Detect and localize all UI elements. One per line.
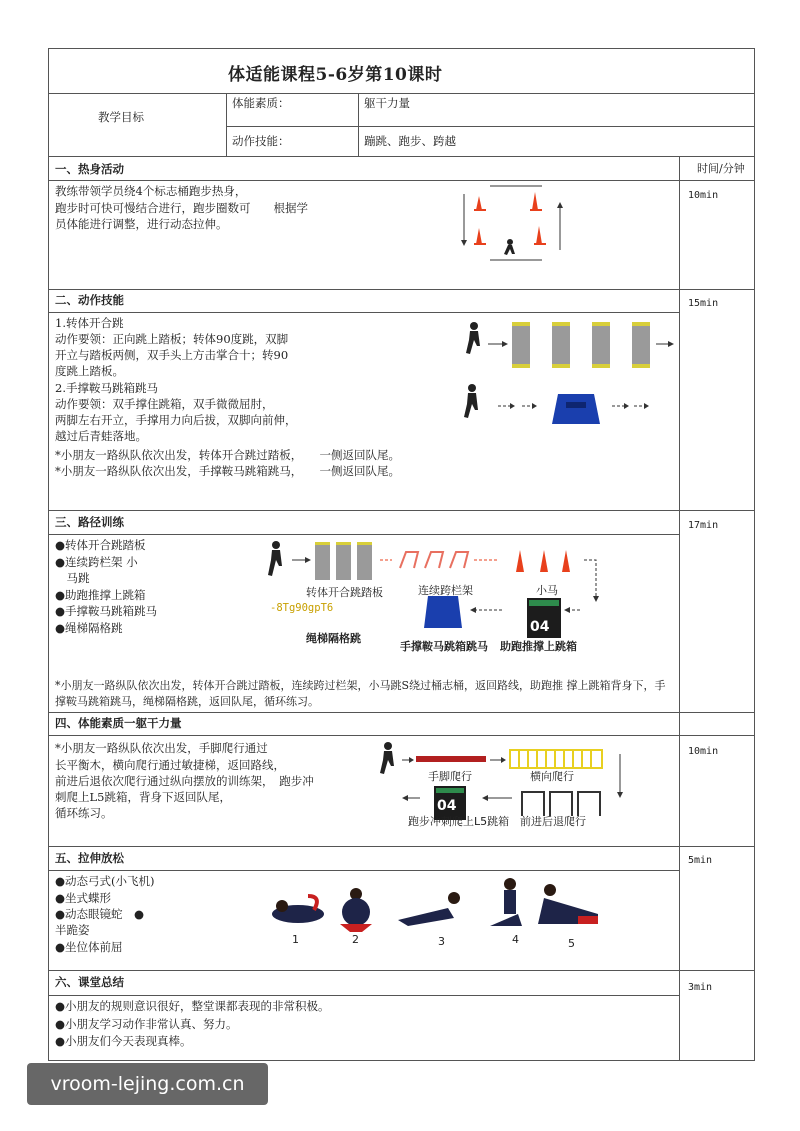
skills-line-3: 开立与踏板两侧，双手头上方击掌合十；转90 bbox=[55, 348, 289, 362]
stretch-bullet-3: ●动态眼镜蛇 ● bbox=[55, 907, 145, 921]
vaulting-box-icon bbox=[552, 394, 600, 424]
path-note-line-2: 撑鞍马跳箱跳马，绳梯隔格跳，返回队尾，循环练习。 bbox=[55, 695, 319, 708]
section-summary-heading: 六、课堂总结 bbox=[55, 975, 124, 989]
objective-value-fitness: 躯干力量 bbox=[364, 96, 410, 110]
skills-line-4: 度跳上踏板。 bbox=[55, 364, 124, 378]
skills-line-10: *小朋友一路纵队依次出发，手撑鞍马跳箱跳马， 一侧返回队尾。 bbox=[55, 464, 400, 478]
runner-icon bbox=[504, 239, 515, 255]
section-warmup-heading: 一、热身活动 bbox=[55, 162, 124, 176]
pose-number-1: 1 bbox=[292, 933, 299, 946]
hurdle-icon bbox=[400, 552, 468, 568]
skills-line-2: 动作要领：正向跳上踏板；转体90度跳，双脚 bbox=[55, 332, 289, 346]
balance-beam-icon bbox=[416, 756, 486, 762]
jump-pad-icon bbox=[632, 322, 650, 368]
skills-line-7: 两脚左右开立，手撑用力向后拔，双脚向前伸， bbox=[55, 413, 297, 427]
warmup-cone-diagram bbox=[460, 182, 570, 272]
page-title: 体适能课程5-6岁第10课时 bbox=[228, 65, 443, 85]
section-path-time: 17min bbox=[688, 520, 719, 531]
path-bullet-2: ●连续跨栏架 小 bbox=[55, 555, 138, 569]
jump-pad-icon bbox=[552, 322, 570, 368]
cone-icon bbox=[562, 550, 570, 572]
jump-pad-icon bbox=[592, 322, 610, 368]
section-skills-time: 15min bbox=[688, 298, 719, 309]
section-stretch-heading: 五、拉伸放松 bbox=[55, 851, 124, 865]
stretch-bullet-4: 半跪姿 bbox=[55, 923, 90, 937]
cone-icon bbox=[516, 550, 524, 572]
path-label-pads: 转体开合跳踏板 bbox=[306, 586, 383, 599]
path-label-vault: 手撑鞍马跳箱跳马 bbox=[400, 640, 488, 653]
path-label-pony: 小马 bbox=[536, 584, 558, 597]
path-bullet-3: 马跳 bbox=[55, 571, 90, 585]
cone-icon bbox=[534, 226, 546, 245]
summary-bullet-1: ●小朋友的规则意识很好，整堂课都表现的非常积极。 bbox=[55, 999, 330, 1013]
path-label-code: -8Tg90gpT6 bbox=[270, 602, 334, 614]
pose-number-4: 4 bbox=[512, 933, 519, 946]
stretch-bullet-2: ●坐式蝶形 bbox=[55, 891, 112, 905]
path-label-ladder: 绳梯隔格跳 bbox=[306, 632, 361, 645]
vaulting-box-icon bbox=[424, 596, 462, 628]
cone-icon bbox=[474, 196, 486, 211]
objectives-label: 教学目标 bbox=[98, 110, 144, 124]
core-box-number: 04 bbox=[437, 798, 457, 814]
core-line-3: 前进后退依次爬行通过纵向摆放的训练架， 跑步冲 bbox=[55, 774, 314, 788]
objective-value-skill: 蹦跳、跑步、跨越 bbox=[364, 134, 456, 148]
path-label-box: 助跑推撑上跳箱 bbox=[500, 640, 577, 653]
summary-bullet-2: ●小朋友学习动作非常认真、努力。 bbox=[55, 1017, 238, 1031]
skills-line-9: *小朋友一路纵队依次出发，转体开合跳过踏板， 一侧返回队尾。 bbox=[55, 448, 400, 462]
jump-pad-icon bbox=[512, 322, 530, 368]
runner-icon bbox=[466, 322, 480, 354]
time-column-header: 时间/分钟 bbox=[697, 162, 745, 175]
section-summary-time: 3min bbox=[688, 982, 713, 993]
path-bullet-6: ●绳梯隔格跳 bbox=[55, 621, 123, 635]
section-core-heading: 四、体能素质一躯干力量 bbox=[55, 716, 182, 730]
warmup-line-2: 跑步时可快可慢结合进行，跑步圈数可 根据学 bbox=[55, 201, 308, 215]
core-label-lateral: 横向爬行 bbox=[530, 770, 574, 783]
core-label-sprint: 跑步冲刺爬上L5跳箱 bbox=[408, 815, 510, 828]
objective-key-fitness: 体能素质： bbox=[232, 96, 290, 110]
objective-key-skill: 动作技能： bbox=[232, 134, 290, 148]
core-line-5: 循环练习。 bbox=[55, 806, 113, 820]
skills-line-8: 越过后青蛙落地。 bbox=[55, 429, 147, 443]
summary-bullet-3: ●小朋友们今天表现真棒。 bbox=[55, 1034, 192, 1048]
skills-line-6: 动作要领：双手撑住跳箱，双手微微屈肘， bbox=[55, 397, 274, 411]
pose-bow-icon bbox=[272, 896, 324, 923]
runner-icon bbox=[380, 742, 394, 774]
cone-icon bbox=[530, 192, 542, 211]
jump-pad-icon bbox=[336, 542, 351, 580]
stretch-poses-photo bbox=[258, 874, 608, 944]
pose-number-5: 5 bbox=[568, 937, 575, 950]
path-bullet-1: ●转体开合跳踏板 bbox=[55, 538, 146, 552]
section-core-time: 10min bbox=[688, 746, 719, 757]
core-line-2: 长平衡木，横向爬行通过敏捷梯，返回路线， bbox=[55, 758, 285, 772]
core-label-frame: 前进后退爬行 bbox=[520, 815, 586, 828]
core-line-4: 刺爬上L5跳箱，背身下返回队尾， bbox=[55, 790, 231, 804]
path-label-hurdles: 连续跨栏架 bbox=[418, 584, 473, 597]
path-bullet-5: ●手撑鞍马跳箱跳马 bbox=[55, 604, 158, 618]
core-label-crawl: 手脚爬行 bbox=[428, 770, 472, 783]
runner-icon bbox=[268, 541, 282, 576]
runner-icon bbox=[464, 384, 478, 418]
pose-cobra-icon bbox=[398, 892, 460, 926]
stretch-bullet-5: ●坐位体前屈 bbox=[55, 940, 123, 954]
section-stretch-time: 5min bbox=[688, 855, 713, 866]
warmup-line-1: 教练带领学员绕4个标志桶跑步热身， bbox=[55, 184, 247, 198]
jump-pad-icon bbox=[315, 542, 330, 580]
pose-butterfly-icon bbox=[340, 888, 372, 932]
skills-line-5: 2.手撑鞍马跳箱跳马 bbox=[55, 381, 158, 395]
watermark: vroom-lejing.com.cn bbox=[27, 1063, 268, 1105]
jump-pad-icon bbox=[357, 542, 372, 580]
cone-icon bbox=[540, 550, 548, 572]
path-box-number: 04 bbox=[530, 619, 550, 635]
agility-ladder-icon bbox=[510, 750, 602, 768]
section-warmup-time: 10min bbox=[688, 190, 719, 201]
path-bullet-4: ●助跑推撑上跳箱 bbox=[55, 588, 146, 602]
skills-line-1: 1.转体开合跳 bbox=[55, 316, 124, 330]
path-note-line-1: *小朋友一路纵队依次出发，转体开合跳过踏板，连续跨过栏架，小马跳S绕过桶志桶，返回路线，助跑推 撑上跳箱背身下，手 bbox=[55, 679, 666, 692]
pose-forward-fold-icon bbox=[538, 884, 598, 924]
pose-number-3: 3 bbox=[438, 935, 445, 948]
warmup-line-3: 员体能进行调整，进行动态拉伸。 bbox=[55, 217, 228, 231]
pose-number-2: 2 bbox=[352, 933, 359, 946]
core-line-1: *小朋友一路纵队依次出发，手脚爬行通过 bbox=[55, 741, 268, 755]
section-path-heading: 三、路径训练 bbox=[55, 515, 124, 529]
stretch-bullet-1: ●动态弓式(小飞机) bbox=[55, 874, 155, 888]
skills-diagram bbox=[458, 318, 678, 430]
pose-kneel-icon bbox=[490, 878, 522, 926]
section-skills-heading: 二、动作技能 bbox=[55, 293, 124, 307]
cone-icon bbox=[474, 228, 486, 245]
